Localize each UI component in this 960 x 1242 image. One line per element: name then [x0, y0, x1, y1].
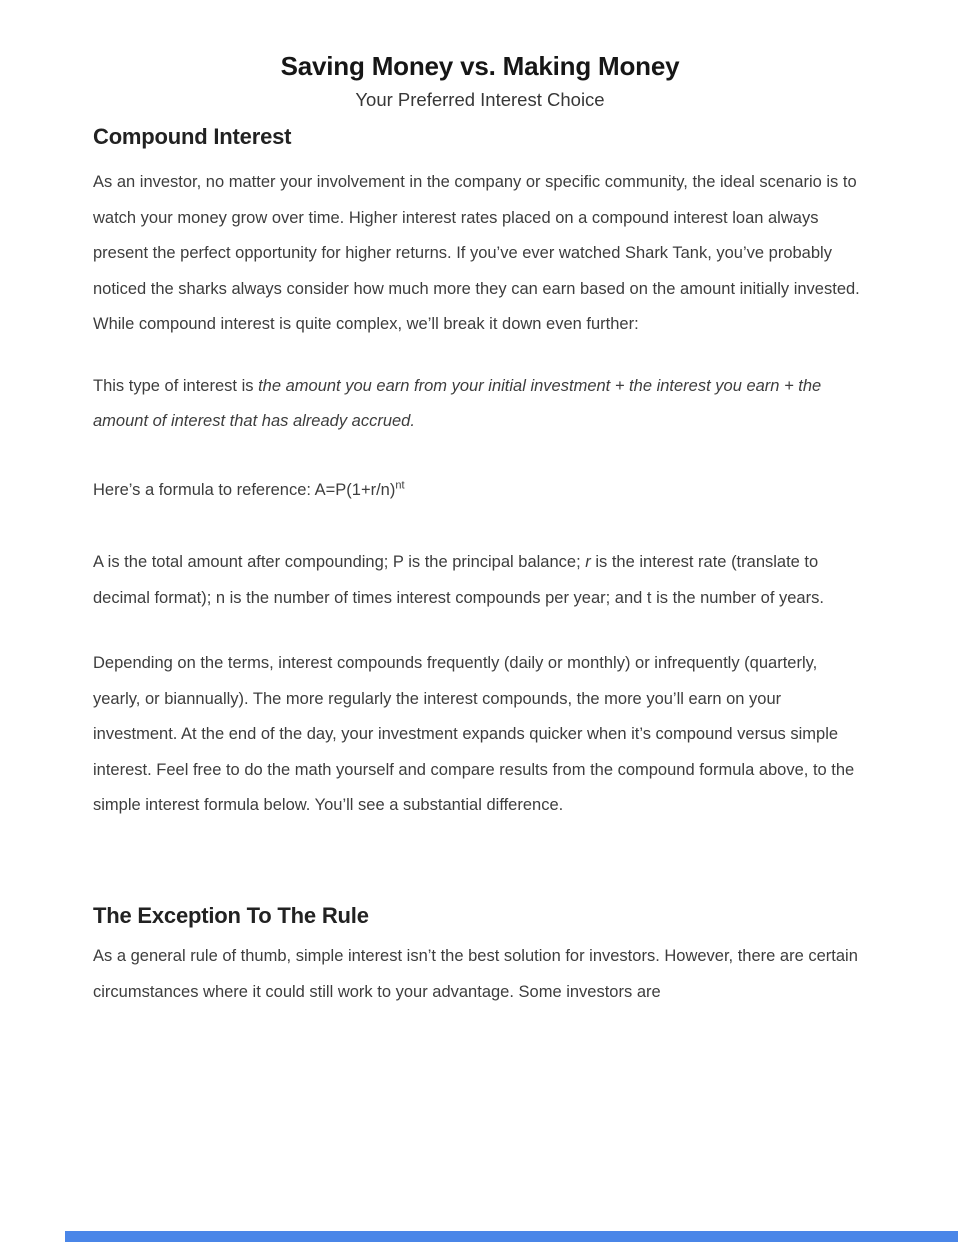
- definition-italic-text: the amount you earn from your initial investment + the interest you earn + the amount of interest that has already accrued.: [93, 376, 822, 431]
- formula-explanation-r-variable: r: [585, 553, 591, 572]
- paragraph-compounding-frequency: Depending on the terms, interest compounds frequently (daily or monthly) or infrequently (quarterly, yearly, or biannually). The more regularly the interest compounds, the more you’ll earn on your investment. At the end of the day, your investment expands quicker when it’s compound versus simple interest. Feel free to do the math yourself and compare results from the compound formula above, to the simple interest formula below. You’ll see a substantial difference.: [93, 654, 855, 815]
- formula-explanation-seg2: is the interest rate (translate to decimal format); n is the number of times interest compounds per year; and t is the number of years.: [93, 553, 824, 607]
- paragraph-compound-intro: As an investor, no matter your involvement in the company or specific community, the ideal scenario is to watch your money grow over time. Higher interest rates placed on a compound interest loan always present the perfect opportunity for higher returns. If you’ve ever watched Shark Tank, you’ve probably noticed the sharks always consider how much more they can earn based on the amount initially invested. While compound interest is quite complex, we’ll break it down even further:: [93, 173, 860, 334]
- heading-exception-to-rule: The Exception To The Rule: [93, 902, 369, 928]
- definition-prefix-text: This type of interest is: [93, 376, 259, 395]
- formula-explanation-seg1: A is the total amount after compounding; P is the principal balance;: [93, 553, 586, 572]
- formula-exponent: nt: [395, 479, 405, 492]
- heading-compound-interest: Compound Interest: [93, 124, 292, 150]
- formula-text: Here’s a formula to reference: A=P(1+r/n): [93, 480, 396, 499]
- cropped-blue-table-edge: [65, 1231, 958, 1242]
- paragraph-formula-explanation: [93, 545, 867, 616]
- document-subtitle: Your Preferred Interest Choice: [355, 88, 605, 110]
- formula-line: [93, 473, 867, 509]
- paragraph-exception-intro: As a general rule of thumb, simple interest isn’t the best solution for investors. However, there are certain circumstances where it could still work to your advantage. Some investors are: [93, 947, 858, 1001]
- paragraph-interest-definition: [93, 369, 867, 440]
- document-title: Saving Money vs. Making Money: [280, 51, 680, 81]
